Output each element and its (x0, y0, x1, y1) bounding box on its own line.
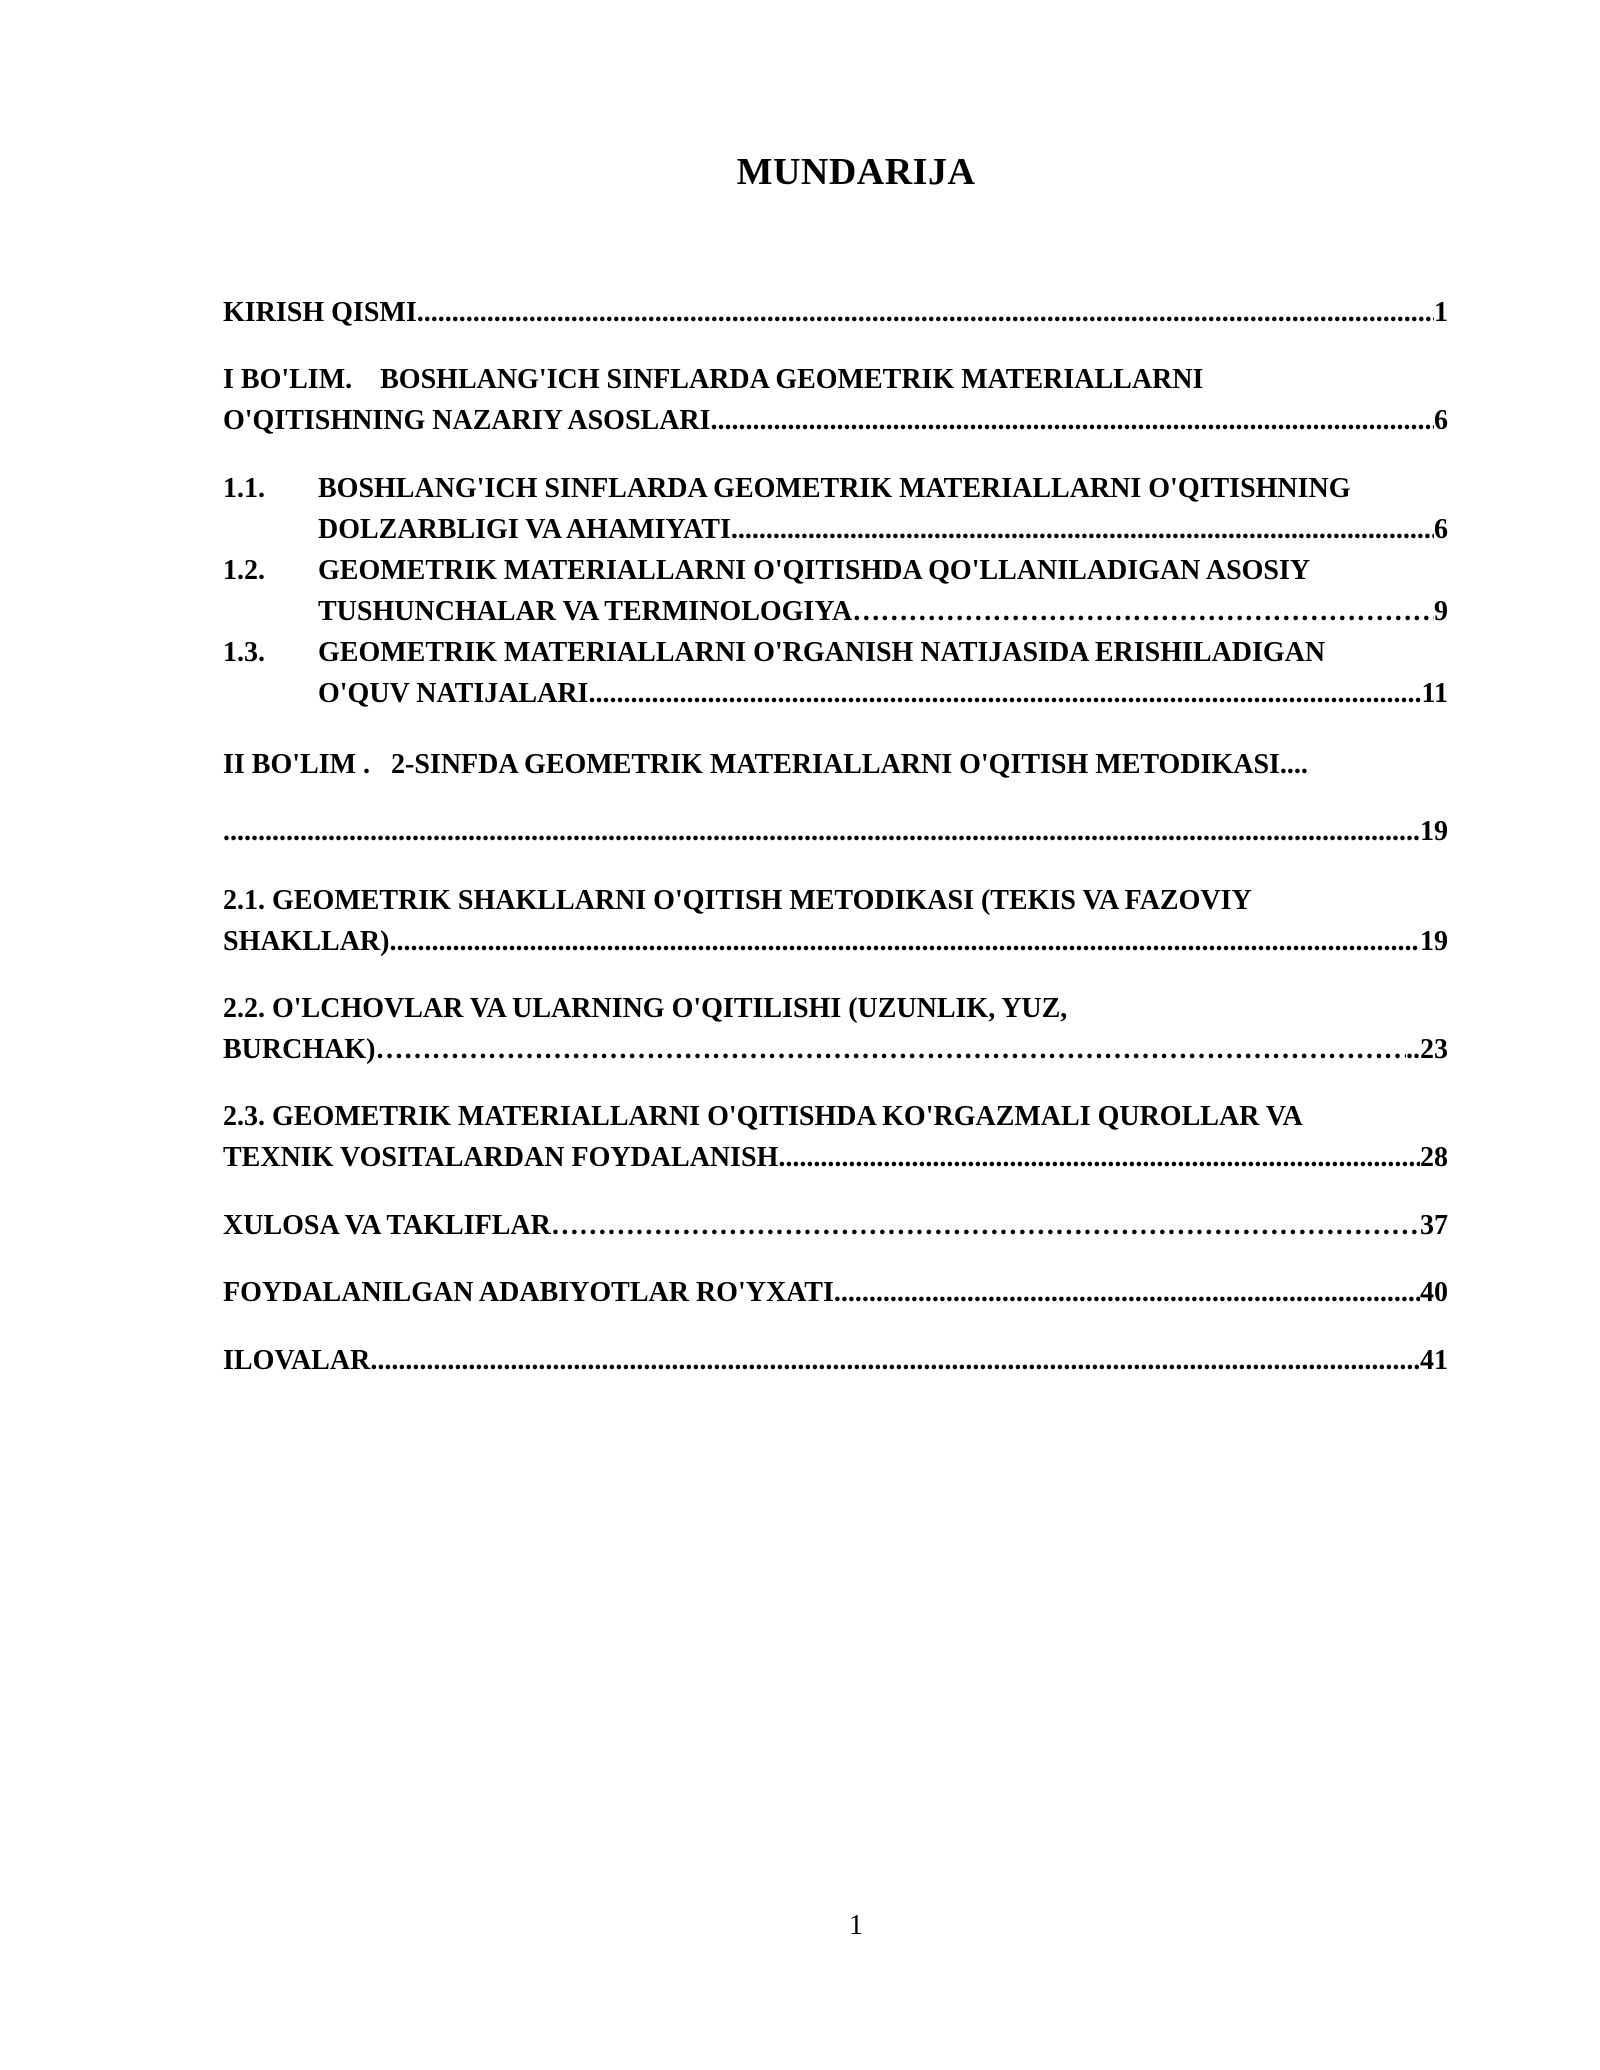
toc-page-number: 37 (1420, 1210, 1448, 1241)
dot-leader (834, 1272, 1420, 1313)
toc-entry-bolim-2[interactable] (223, 744, 1448, 852)
toc-entry-title: GEOMETRIK MATERIALLARNI O'RGANISH NATIJASIDA ERISHILADIGAN (318, 637, 1326, 668)
toc-entry-title: ILOVALAR (223, 1345, 371, 1376)
toc-entry-bolim-1[interactable] (223, 359, 1448, 441)
toc-entry-title: I BO'LIM. BOSHLANG'ICH SINFLARDA GEOMETRIK MATERIALLARNI (223, 364, 1204, 395)
dot-leader (852, 591, 1434, 632)
toc-page-number: 6 (1434, 514, 1448, 545)
toc-entry-title: GEOMETRIK MATERIALLARNI O'QITISHDA QO'LLANILADIGAN ASOSIY (318, 555, 1311, 586)
toc-page-number: 11 (1421, 678, 1448, 709)
toc-entry-title-cont: DOLZARBLIGI VA AHAMIYATI (318, 514, 731, 545)
toc-entry-kirish[interactable] (223, 292, 1448, 333)
toc-entry-title-cont: O'QUV NATIJALARI (318, 678, 589, 709)
toc-entry-title: 2.3. GEOMETRIK MATERIALLARNI O'QITISHDA KO'RGAZMALI QUROLLAR VA (223, 1101, 1303, 1132)
page-title: MUNDARIJA (736, 151, 976, 193)
toc-entry-title-cont: BURCHAK) (223, 1034, 376, 1065)
toc-entry-title-cont: TUSHUNCHALAR VA TERMINOLOGIYA (318, 596, 853, 627)
toc-entry-1-2[interactable] (223, 550, 1448, 632)
dot-leader (375, 1029, 1406, 1070)
toc-entry-title: II BO'LIM . 2-SINFDA GEOMETRIK MATERIALLARNI O'QITISH METODIKASI.... (223, 749, 1308, 780)
toc-entry-xulosa[interactable] (223, 1205, 1448, 1246)
toc-entry-2-3[interactable] (223, 1096, 1448, 1178)
toc-page-number: 28 (1420, 1142, 1448, 1173)
toc-entry-1-3[interactable] (223, 632, 1448, 714)
section-number: 1.3. (223, 637, 265, 668)
toc-entry-title-cont: O'QITISHNING NAZARIY ASOSLARI (223, 405, 711, 436)
section-number: 1.2. (223, 555, 265, 586)
toc-entry-title: BOSHLANG'ICH SINFLARDA GEOMETRIK MATERIALLARNI O'QITISHNING (318, 473, 1351, 504)
dot-leader (778, 1137, 1420, 1178)
toc-entry-title-cont: TEXNIK VOSITALARDAN FOYDALANISH (223, 1142, 779, 1173)
toc-page-number: ..23 (1406, 1034, 1448, 1065)
toc-entry-adabiyotlar[interactable] (223, 1272, 1448, 1313)
toc-page-number: 1 (1434, 297, 1448, 328)
toc-page-number: 19 (1420, 816, 1448, 847)
toc-page-number: 41 (1420, 1345, 1448, 1376)
toc-entry-title: 2.2. O'LCHOVLAR VA ULARNING O'QITILISHI (UZUNLIK, YUZ, (223, 993, 1068, 1024)
toc-entry-title: KIRISH QISMI (223, 297, 417, 328)
toc-page-number: 9 (1434, 596, 1448, 627)
dot-leader (551, 1205, 1420, 1246)
toc-entry-title: XULOSA VA TAKLIFLAR (223, 1210, 551, 1241)
dot-leader (588, 673, 1421, 714)
toc-entry-ilovalar[interactable] (223, 1340, 1448, 1381)
toc-page-number: 19 (1420, 926, 1448, 957)
section-number: 1.1. (223, 473, 265, 504)
dot-leader (731, 509, 1434, 550)
page-number-footer: 1 (849, 1910, 863, 1941)
toc-entry-1-1[interactable] (223, 468, 1448, 550)
toc-page-number: 40 (1420, 1277, 1448, 1308)
toc-entry-2-1[interactable] (223, 880, 1448, 962)
dot-leader (417, 292, 1434, 333)
dot-leader (711, 400, 1434, 441)
toc-entry-title: FOYDALANILGAN ADABIYOTLAR RO'YXATI (223, 1277, 834, 1308)
dot-leader (389, 921, 1420, 962)
dot-leader (223, 811, 1420, 852)
toc-entry-title-cont: SHAKLLAR) (223, 926, 390, 957)
toc-entry-2-2[interactable] (223, 988, 1448, 1070)
dot-leader (370, 1340, 1420, 1381)
toc-entry-title: 2.1. GEOMETRIK SHAKLLARNI O'QITISH METODIKASI (TEKIS VA FAZOVIY (223, 885, 1252, 916)
toc-page-number: 6 (1434, 405, 1448, 436)
